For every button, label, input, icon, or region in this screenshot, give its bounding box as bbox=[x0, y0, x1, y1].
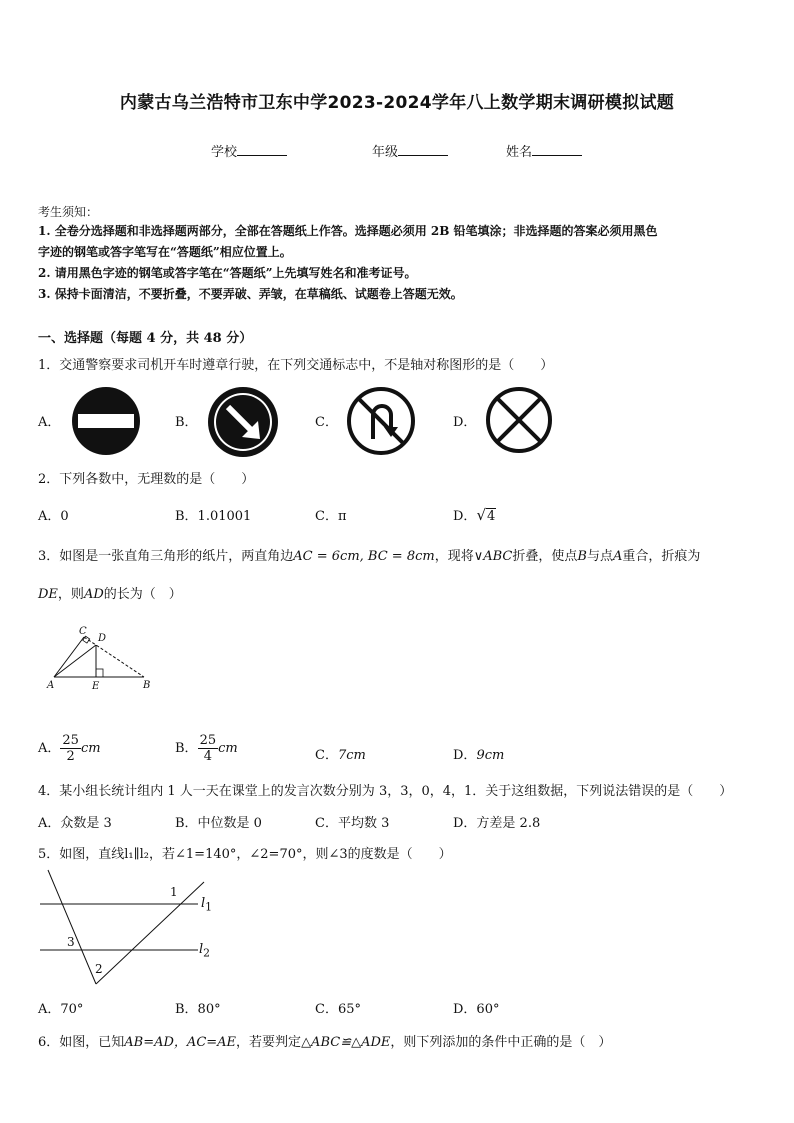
q3-fig-label-d: D bbox=[98, 633, 107, 644]
q3-stem-line-1 bbox=[38, 545, 760, 564]
q3-stem-text-e: 重合，折痕为 bbox=[622, 549, 701, 564]
q5-stem: 5．如图，直线l₁∥l₂，若∠1=140°，∠2=70°，则∠3的度数是（ ） bbox=[38, 847, 452, 862]
q5-line-l2-letter: l bbox=[199, 942, 204, 957]
q3-option-b bbox=[175, 733, 238, 764]
q3-stem-text-b: ，现将 bbox=[434, 549, 474, 564]
q3-option-d bbox=[453, 744, 504, 763]
notice-item-1-line-2: 字迹的钢笔或答字笔写在“答题纸”相应位置上。 bbox=[38, 245, 292, 259]
q1-option-b-label: B． bbox=[175, 415, 198, 430]
q2-option-b: B．1.01001 bbox=[175, 509, 252, 524]
grade-blank bbox=[398, 143, 448, 156]
q1-option-d-label: D． bbox=[453, 415, 477, 430]
grade-label: 年级 bbox=[372, 145, 399, 160]
q5-angle-1-label: 1 bbox=[170, 885, 178, 899]
q3-option-c-label: C． bbox=[315, 748, 338, 763]
name-blank bbox=[532, 143, 582, 156]
q3-stem-text-d: 与点 bbox=[586, 549, 613, 564]
q2-option-d-label: D． bbox=[453, 509, 477, 524]
q4-option-d: D．方差是 2.8 bbox=[453, 816, 541, 831]
q3-math-triangle: ∨ABC bbox=[473, 549, 513, 564]
q5-option-b: B．80° bbox=[175, 1002, 221, 1017]
q5-parallel-lines-figure bbox=[38, 866, 218, 990]
q2-option-d bbox=[453, 505, 496, 524]
q3-fig-label-c: C bbox=[79, 626, 87, 637]
q5-line-l2-label bbox=[199, 942, 210, 960]
q5-line-l1-subscript: 1 bbox=[205, 900, 213, 914]
q6-math-congruence: △ABC≌△ADE bbox=[301, 1035, 391, 1050]
q5-option-a: A．70° bbox=[38, 1002, 84, 1017]
q3-option-a bbox=[38, 733, 101, 764]
school-label: 学校 bbox=[211, 145, 238, 160]
cross-circle-sign-icon bbox=[484, 385, 554, 455]
q2-stem: 2．下列各数中，无理数的是（ ） bbox=[38, 472, 255, 487]
notice-item-3: 3. 保持卡面清洁，不要折叠，不要弄破、弄皱，在草稿纸、试题卷上答题无效。 bbox=[38, 287, 463, 301]
q6-stem-text-a: 6．如图，已知 bbox=[38, 1035, 125, 1050]
section-heading: 一、选择题（每题 4 分，共 48 分） bbox=[38, 331, 253, 346]
q5-option-c: C．65° bbox=[315, 1002, 361, 1017]
q5-option-d: D．60° bbox=[453, 1002, 500, 1017]
notice-item-1-line-1: 1. 全卷分选择题和非选择题两部分，全部在答题纸上作答。选择题必须用 2B 铅笔填涂；非选择题的答案必须用黑色 bbox=[38, 224, 658, 238]
q3-option-d-label: D． bbox=[453, 748, 477, 763]
q3-fig-label-a: A bbox=[47, 680, 55, 691]
q3-math-ad: AD bbox=[83, 587, 104, 602]
q3-stem-text-a: 3．如图是一张直角三角形的纸片，两直角边 bbox=[38, 549, 294, 564]
q6-math-given: AB=AD，AC=AE bbox=[124, 1035, 237, 1050]
q6-stem-text-b: ，若要判定 bbox=[236, 1035, 302, 1050]
q3-option-c-value: 7cm bbox=[337, 748, 366, 763]
q5-line-l1-letter: l bbox=[201, 896, 206, 911]
q4-option-b: B．中位数是 0 bbox=[175, 816, 262, 831]
page-title: 内蒙古乌兰浩特市卫东中学2023-2024学年八上数学期末调研模拟试题 bbox=[119, 93, 675, 113]
q3-option-b-unit: cm bbox=[218, 741, 238, 756]
name-field bbox=[506, 141, 582, 160]
q5-angle-3-label: 3 bbox=[67, 935, 75, 949]
q3-fig-label-e: E bbox=[92, 681, 100, 692]
sqrt-icon: √ bbox=[476, 506, 486, 524]
no-entry-sign-icon bbox=[70, 385, 142, 457]
q3-stem-text-f: ，则 bbox=[57, 587, 84, 602]
notice-heading: 考生须知： bbox=[38, 205, 99, 219]
q3-option-b-fraction bbox=[198, 733, 219, 764]
q3-fig-label-b: B bbox=[143, 680, 151, 691]
q4-option-a: A．众数是 3 bbox=[38, 816, 112, 831]
q3-stem-text-g: 的长为（ ） bbox=[103, 587, 182, 602]
q1-option-c-label: C． bbox=[315, 415, 338, 430]
q3-option-a-unit: cm bbox=[80, 741, 101, 756]
q3-option-b-denominator: 4 bbox=[203, 749, 212, 764]
no-u-turn-sign-icon bbox=[345, 385, 417, 457]
q3-option-a-fraction bbox=[60, 733, 81, 764]
q3-math-sides: AC = 6cm, BC = 8cm bbox=[293, 549, 435, 564]
q5-line-l2-subscript: 2 bbox=[203, 946, 211, 960]
q5-line-l1-label bbox=[201, 896, 212, 914]
q3-option-a-numerator: 25 bbox=[62, 733, 79, 748]
q6-stem bbox=[38, 1031, 760, 1050]
q5-angle-2-label: 2 bbox=[95, 962, 103, 976]
q3-option-b-label: B． bbox=[175, 741, 198, 756]
q3-option-a-denominator: 2 bbox=[66, 749, 75, 764]
arrow-sign-icon bbox=[206, 385, 280, 459]
q4-stem: 4．某小组长统计组内 1 人一天在课堂上的发言次数分别为 3，3，0，4，1．关于这组数据，下列说法错误的是（ ） bbox=[38, 784, 733, 799]
q6-stem-text-c: ，则下列添加的条件中正确的是（ ） bbox=[390, 1035, 612, 1050]
q3-option-b-numerator: 25 bbox=[199, 733, 217, 748]
q2-option-c: C．π bbox=[315, 509, 347, 524]
q1-stem: 1．交通警察要求司机开车时遵章行驶，在下列交通标志中，不是轴对称图形的是（ ） bbox=[38, 358, 554, 373]
q3-stem-line-2 bbox=[38, 583, 760, 602]
school-blank bbox=[237, 143, 287, 156]
q3-option-c bbox=[315, 744, 366, 763]
q3-math-de: DE bbox=[38, 587, 58, 602]
name-label: 姓名 bbox=[506, 145, 533, 160]
notice-item-2: 2. 请用黑色字迹的钢笔或答字笔在“答题纸”上先填写姓名和准考证号。 bbox=[38, 266, 417, 280]
q2-option-d-radicand: 4 bbox=[487, 509, 496, 524]
school-field bbox=[211, 141, 287, 160]
q3-point-a: A bbox=[612, 549, 623, 564]
q3-stem-text-c: 折叠，使点 bbox=[512, 549, 578, 564]
grade-field bbox=[372, 141, 448, 160]
q3-option-a-label: A． bbox=[38, 741, 61, 756]
q1-option-a-label: A． bbox=[38, 415, 61, 430]
q4-option-c: C．平均数 3 bbox=[315, 816, 390, 831]
q3-option-d-value: 9cm bbox=[476, 748, 505, 763]
q2-option-a: A．0 bbox=[38, 509, 69, 524]
q3-point-b: B bbox=[577, 549, 587, 564]
